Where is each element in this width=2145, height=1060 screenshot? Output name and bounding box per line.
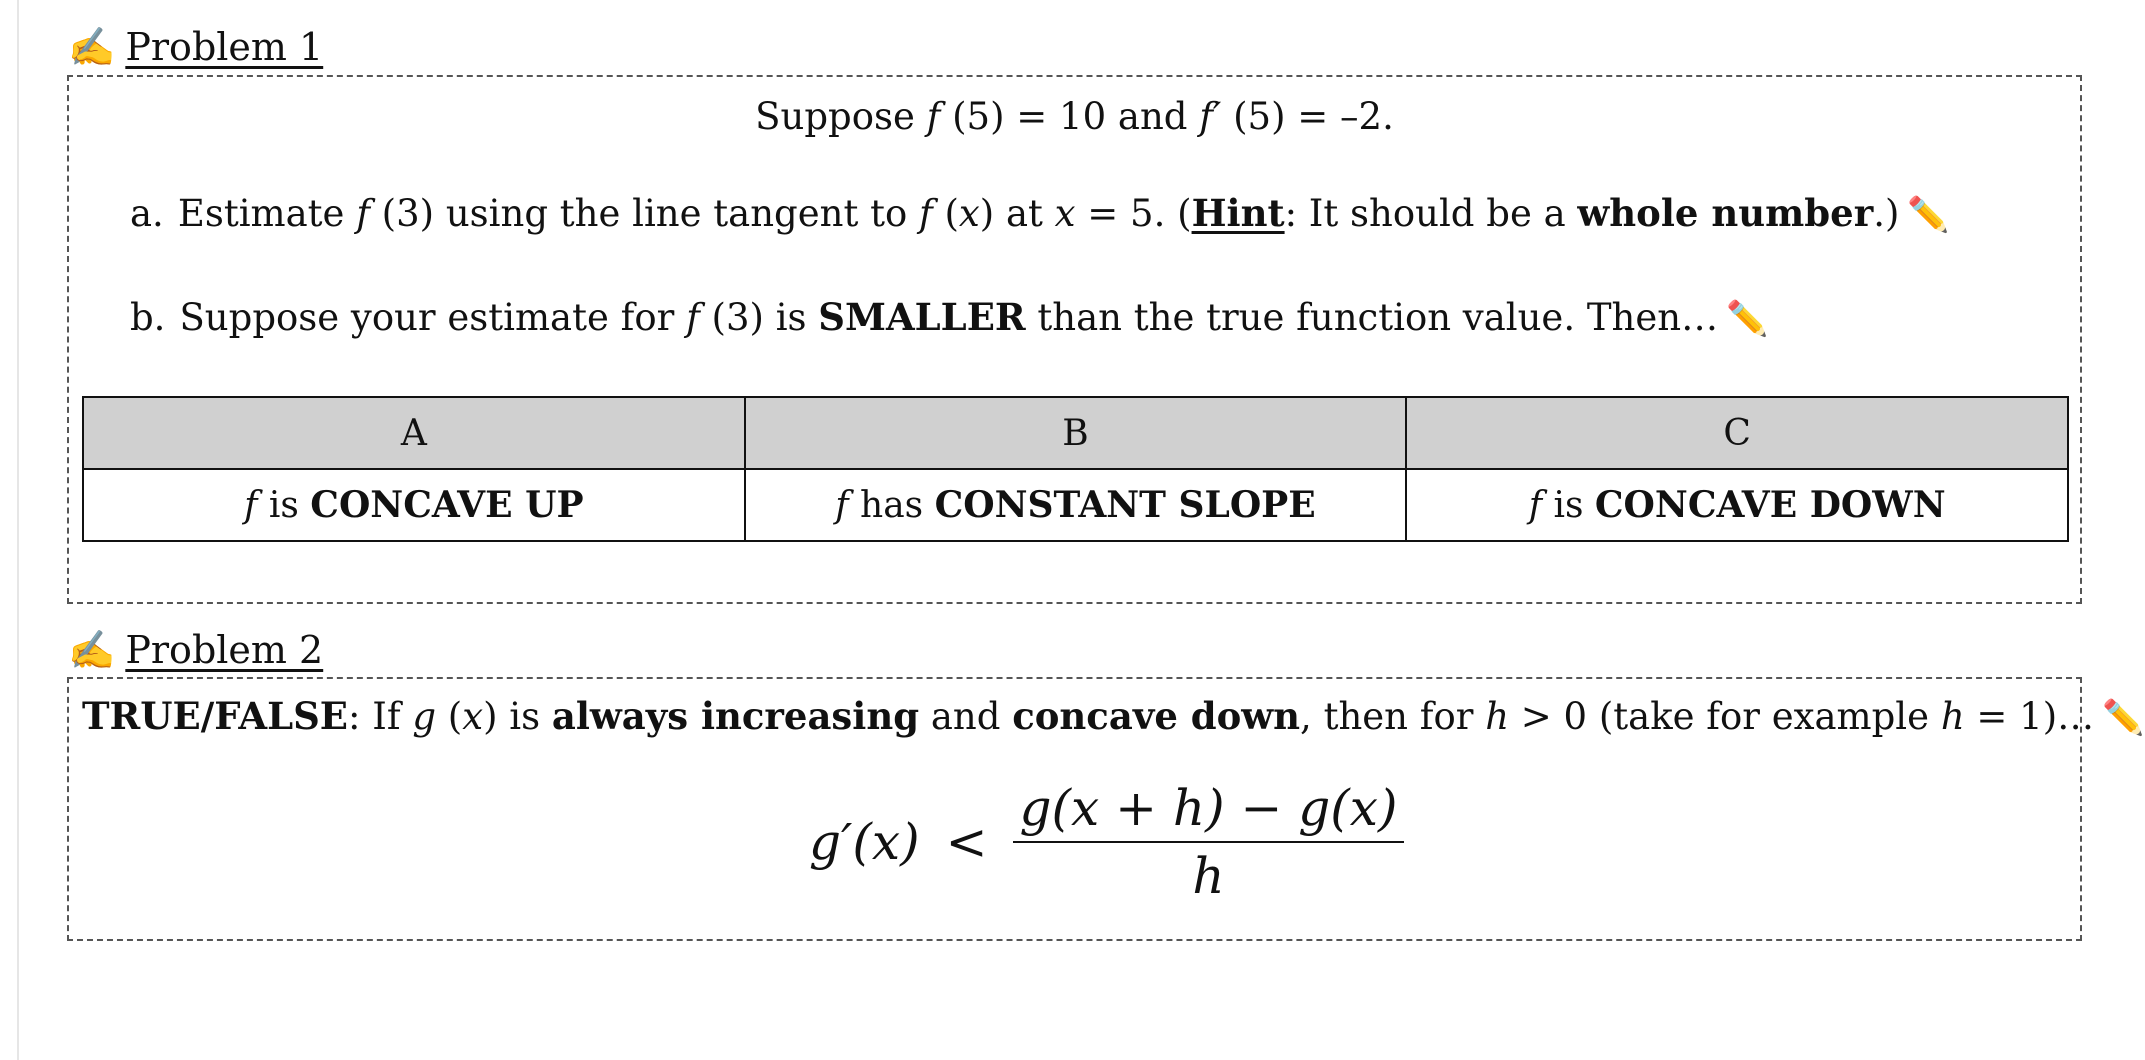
page-left-edge [17,0,19,1060]
part-b-question: b. Suppose your estimate for f (3) is SMALLER than the true function value. Then… ✏️ [130,295,1769,339]
pencil-icon: ✏️ [1907,195,1950,235]
problem-2-box [67,677,2145,941]
formula-denominator: h [1192,846,1225,905]
problem-1-title: Problem 1 [125,25,324,69]
difference-quotient [1013,779,1403,905]
choice-a[interactable]: f is CONCAVE UP [83,469,745,541]
part-a-label: a. [130,192,164,235]
choice-header-c: C [1406,397,2068,469]
formula-numerator: g(x + h) − g(x) [1013,779,1403,843]
pencil-icon: ✏️ [2102,698,2145,738]
pencil-icon: ✏️ [1726,299,1769,339]
true-false-label: TRUE/FALSE [82,694,349,738]
writing-hand-icon: ✍ [68,25,116,69]
choices-header-row [83,397,2068,469]
given-statement: Suppose f (5) = 10 and f′ (5) = –2. [755,95,1394,138]
formula-relation: < [945,812,988,871]
hint-label: Hint [1191,191,1285,235]
formula-lhs: g′(x) [809,812,920,871]
problem-2-title: Problem 2 [125,628,324,672]
true-false-statement: TRUE/FALSE: If g (x) is always increasing and concave down, then for h > 0 (take for example h = 1)… ✏️ [82,694,2145,738]
problem-1-heading [68,22,323,72]
choice-b[interactable]: f has CONSTANT SLOPE [745,469,1407,541]
choice-header-b: B [745,397,1407,469]
answer-choices-table [82,396,2069,542]
choice-c[interactable]: f is CONCAVE DOWN [1406,469,2068,541]
inequality-formula [809,779,1404,904]
writing-hand-icon: ✍ [68,628,116,672]
part-b-label: b. [130,296,166,339]
part-a-question: a. Estimate f (3) using the line tangent to f (x) at x = 5. (Hint: It should be a whole number.) ✏️ [130,191,1950,235]
problem-1-box [67,75,2082,604]
choice-header-a: A [83,397,745,469]
choices-body-row [83,469,2068,541]
problem-2-heading [68,625,323,675]
